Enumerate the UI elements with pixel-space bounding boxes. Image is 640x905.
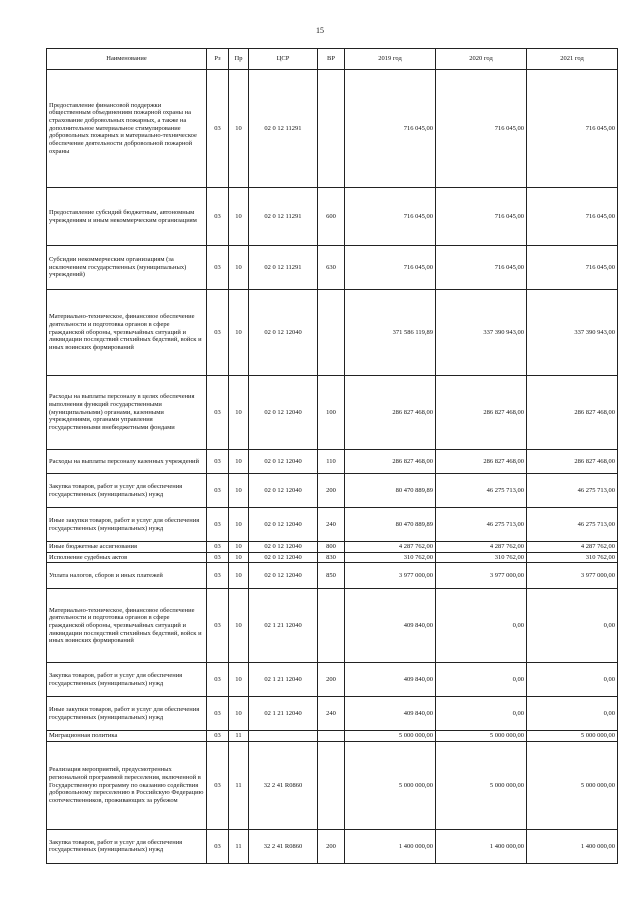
cell-pr: 11 <box>229 731 249 742</box>
cell-2019: 716 045,00 <box>345 70 436 188</box>
cell-name: Иные закупки товаров, работ и услуг для обеспечения государственных (муниципальных) нужд <box>47 508 207 542</box>
cell-rz: 03 <box>207 829 229 863</box>
cell-csr: 02 0 12 12040 <box>249 376 318 450</box>
table-row <box>47 589 618 663</box>
cell-vr: 110 <box>318 450 345 474</box>
cell-pr: 10 <box>229 290 249 376</box>
cell-2021: 5 000 000,00 <box>527 741 618 829</box>
cell-vr: 200 <box>318 829 345 863</box>
cell-csr: 02 0 12 12040 <box>249 552 318 563</box>
cell-csr: 02 0 12 11291 <box>249 246 318 290</box>
cell-rz: 03 <box>207 563 229 589</box>
cell-name: Предоставление субсидий бюджетным, автономным учреждениям и иным некоммерческим организациям <box>47 188 207 246</box>
cell-name: Закупка товаров, работ и услуг для обеспечения государственных (муниципальных) нужд <box>47 474 207 508</box>
cell-csr: 02 0 12 12040 <box>249 563 318 589</box>
table-row <box>47 552 618 563</box>
cell-2019: 286 827 468,00 <box>345 376 436 450</box>
cell-2020: 0,00 <box>436 663 527 697</box>
cell-2019: 409 840,00 <box>345 663 436 697</box>
cell-vr <box>318 290 345 376</box>
cell-vr <box>318 70 345 188</box>
cell-rz: 03 <box>207 188 229 246</box>
cell-2020: 716 045,00 <box>436 246 527 290</box>
cell-2020: 337 390 943,00 <box>436 290 527 376</box>
table-row <box>47 290 618 376</box>
header-csr: ЦСР <box>249 49 318 70</box>
table-row <box>47 70 618 188</box>
cell-pr: 10 <box>229 663 249 697</box>
table-row <box>47 246 618 290</box>
cell-vr: 240 <box>318 697 345 731</box>
cell-pr: 10 <box>229 246 249 290</box>
cell-rz: 03 <box>207 552 229 563</box>
cell-2020: 716 045,00 <box>436 70 527 188</box>
header-pr: Пр <box>229 49 249 70</box>
cell-2021: 0,00 <box>527 589 618 663</box>
cell-csr: 02 1 21 12040 <box>249 589 318 663</box>
table-row <box>47 697 618 731</box>
budget-table <box>46 48 618 864</box>
table-header-row <box>47 49 618 70</box>
cell-2021: 716 045,00 <box>527 246 618 290</box>
cell-2021: 716 045,00 <box>527 188 618 246</box>
cell-pr: 10 <box>229 697 249 731</box>
cell-csr <box>249 731 318 742</box>
cell-2019: 716 045,00 <box>345 188 436 246</box>
cell-2020: 46 275 713,00 <box>436 474 527 508</box>
cell-2019: 716 045,00 <box>345 246 436 290</box>
cell-name: Иные бюджетные ассигнования <box>47 542 207 553</box>
cell-2020: 4 287 762,00 <box>436 542 527 553</box>
cell-pr: 10 <box>229 376 249 450</box>
cell-2021: 1 400 000,00 <box>527 829 618 863</box>
cell-rz: 03 <box>207 663 229 697</box>
cell-vr: 630 <box>318 246 345 290</box>
cell-vr: 600 <box>318 188 345 246</box>
cell-csr: 02 0 12 12040 <box>249 474 318 508</box>
cell-2021: 46 275 713,00 <box>527 474 618 508</box>
cell-name: Расходы на выплаты персоналу в целях обеспечения выполнения функций государственными (муниципальными) органами, казенными учреждениями, органами управления государственными внебюджетными фондами <box>47 376 207 450</box>
cell-rz: 03 <box>207 376 229 450</box>
cell-pr: 10 <box>229 188 249 246</box>
cell-2021: 5 000 000,00 <box>527 731 618 742</box>
cell-name: Исполнение судебных актов <box>47 552 207 563</box>
cell-vr: 100 <box>318 376 345 450</box>
cell-2019: 409 840,00 <box>345 697 436 731</box>
cell-2021: 4 287 762,00 <box>527 542 618 553</box>
cell-vr: 800 <box>318 542 345 553</box>
cell-2019: 286 827 468,00 <box>345 450 436 474</box>
cell-2021: 310 762,00 <box>527 552 618 563</box>
cell-pr: 10 <box>229 542 249 553</box>
cell-csr: 02 0 12 12040 <box>249 290 318 376</box>
header-rz: Рз <box>207 49 229 70</box>
cell-vr: 200 <box>318 474 345 508</box>
cell-2019: 5 000 000,00 <box>345 731 436 742</box>
cell-csr: 02 0 12 12040 <box>249 450 318 474</box>
header-name: Наименование <box>47 49 207 70</box>
cell-csr: 02 0 12 11291 <box>249 188 318 246</box>
page-number: 15 <box>316 26 324 35</box>
cell-pr: 10 <box>229 450 249 474</box>
cell-pr: 11 <box>229 829 249 863</box>
cell-name: Предоставление финансовой поддержки общественным объединениям пожарной охраны на страхование добровольных пожарных, а также на дополнительное материальное стимулирование добровольных пожарных и материально-техническое обеспечение деятельности добровольной пожарной охраны <box>47 70 207 188</box>
cell-2020: 5 000 000,00 <box>436 731 527 742</box>
cell-name: Миграционная политика <box>47 731 207 742</box>
cell-2020: 310 762,00 <box>436 552 527 563</box>
cell-2021: 337 390 943,00 <box>527 290 618 376</box>
table-row <box>47 376 618 450</box>
table-row <box>47 829 618 863</box>
header-2021: 2021 год <box>527 49 618 70</box>
cell-rz: 03 <box>207 70 229 188</box>
cell-2020: 46 275 713,00 <box>436 508 527 542</box>
cell-rz: 03 <box>207 589 229 663</box>
cell-2019: 4 287 762,00 <box>345 542 436 553</box>
cell-vr <box>318 589 345 663</box>
cell-pr: 11 <box>229 741 249 829</box>
cell-csr: 32 2 41 R0860 <box>249 829 318 863</box>
cell-name: Закупка товаров, работ и услуг для обеспечения государственных (муниципальных) нужд <box>47 663 207 697</box>
cell-rz: 03 <box>207 697 229 731</box>
cell-vr: 200 <box>318 663 345 697</box>
cell-pr: 10 <box>229 589 249 663</box>
cell-2021: 0,00 <box>527 697 618 731</box>
cell-2019: 80 470 889,89 <box>345 508 436 542</box>
cell-2020: 5 000 000,00 <box>436 741 527 829</box>
cell-name: Иные закупки товаров, работ и услуг для обеспечения государственных (муниципальных) нужд <box>47 697 207 731</box>
table-row <box>47 663 618 697</box>
cell-name: Реализация мероприятий, предусмотренных региональной программой переселения, включенной в Государственную программу по оказанию содействия добровольному переселению в Российскую Федерацию соотечественников, проживающих за рубежом <box>47 741 207 829</box>
cell-name: Расходы на выплаты персоналу казенных учреждений <box>47 450 207 474</box>
cell-2019: 1 400 000,00 <box>345 829 436 863</box>
cell-2020: 3 977 000,00 <box>436 563 527 589</box>
cell-name: Материально-техническое, финансовое обеспечение деятельности и подготовка органов в сфере гражданской обороны, чрезвычайных ситуаций и ликвидации последствий стихийных бедствий, войск и иных воинских формирований <box>47 290 207 376</box>
cell-vr <box>318 741 345 829</box>
cell-rz: 03 <box>207 731 229 742</box>
cell-pr: 10 <box>229 70 249 188</box>
cell-rz: 03 <box>207 741 229 829</box>
cell-2021: 3 977 000,00 <box>527 563 618 589</box>
table-row <box>47 450 618 474</box>
table-row <box>47 542 618 553</box>
table-row <box>47 508 618 542</box>
cell-2021: 46 275 713,00 <box>527 508 618 542</box>
cell-2019: 3 977 000,00 <box>345 563 436 589</box>
cell-rz: 03 <box>207 508 229 542</box>
header-vr: ВР <box>318 49 345 70</box>
cell-2020: 716 045,00 <box>436 188 527 246</box>
cell-rz: 03 <box>207 246 229 290</box>
cell-rz: 03 <box>207 474 229 508</box>
cell-csr: 02 0 12 12040 <box>249 508 318 542</box>
table-row <box>47 188 618 246</box>
cell-csr: 02 0 12 12040 <box>249 542 318 553</box>
cell-2019: 5 000 000,00 <box>345 741 436 829</box>
cell-vr: 240 <box>318 508 345 542</box>
cell-2021: 286 827 468,00 <box>527 376 618 450</box>
cell-2021: 286 827 468,00 <box>527 450 618 474</box>
cell-rz: 03 <box>207 450 229 474</box>
cell-vr: 830 <box>318 552 345 563</box>
cell-2020: 286 827 468,00 <box>436 450 527 474</box>
cell-2020: 0,00 <box>436 697 527 731</box>
cell-2019: 80 470 889,89 <box>345 474 436 508</box>
cell-name: Закупка товаров, работ и услуг для обеспечения государственных (муниципальных) нужд <box>47 829 207 863</box>
table-row <box>47 563 618 589</box>
cell-csr: 02 1 21 12040 <box>249 697 318 731</box>
cell-csr: 02 1 21 12040 <box>249 663 318 697</box>
cell-2019: 409 840,00 <box>345 589 436 663</box>
cell-csr: 02 0 12 11291 <box>249 70 318 188</box>
cell-2019: 371 586 119,89 <box>345 290 436 376</box>
cell-pr: 10 <box>229 508 249 542</box>
cell-2020: 0,00 <box>436 589 527 663</box>
cell-pr: 10 <box>229 552 249 563</box>
cell-pr: 10 <box>229 563 249 589</box>
cell-2020: 286 827 468,00 <box>436 376 527 450</box>
header-2019: 2019 год <box>345 49 436 70</box>
table-row <box>47 731 618 742</box>
cell-vr: 850 <box>318 563 345 589</box>
cell-rz: 03 <box>207 290 229 376</box>
cell-csr: 32 2 41 R0860 <box>249 741 318 829</box>
cell-2021: 0,00 <box>527 663 618 697</box>
cell-name: Субсидии некоммерческим организациям (за исключением государственных (муниципальных) учреждений) <box>47 246 207 290</box>
cell-name: Материально-техническое, финансовое обеспечение деятельности и подготовка органов в сфере гражданской обороны, чрезвычайных ситуаций и ликвидации последствий стихийных бедствий, войск и иных воинских формирований <box>47 589 207 663</box>
cell-2019: 310 762,00 <box>345 552 436 563</box>
cell-2020: 1 400 000,00 <box>436 829 527 863</box>
cell-2021: 716 045,00 <box>527 70 618 188</box>
table-row <box>47 474 618 508</box>
cell-pr: 10 <box>229 474 249 508</box>
table-row <box>47 741 618 829</box>
cell-name: Уплата налогов, сборов и иных платежей <box>47 563 207 589</box>
header-2020: 2020 год <box>436 49 527 70</box>
cell-vr <box>318 731 345 742</box>
cell-rz: 03 <box>207 542 229 553</box>
